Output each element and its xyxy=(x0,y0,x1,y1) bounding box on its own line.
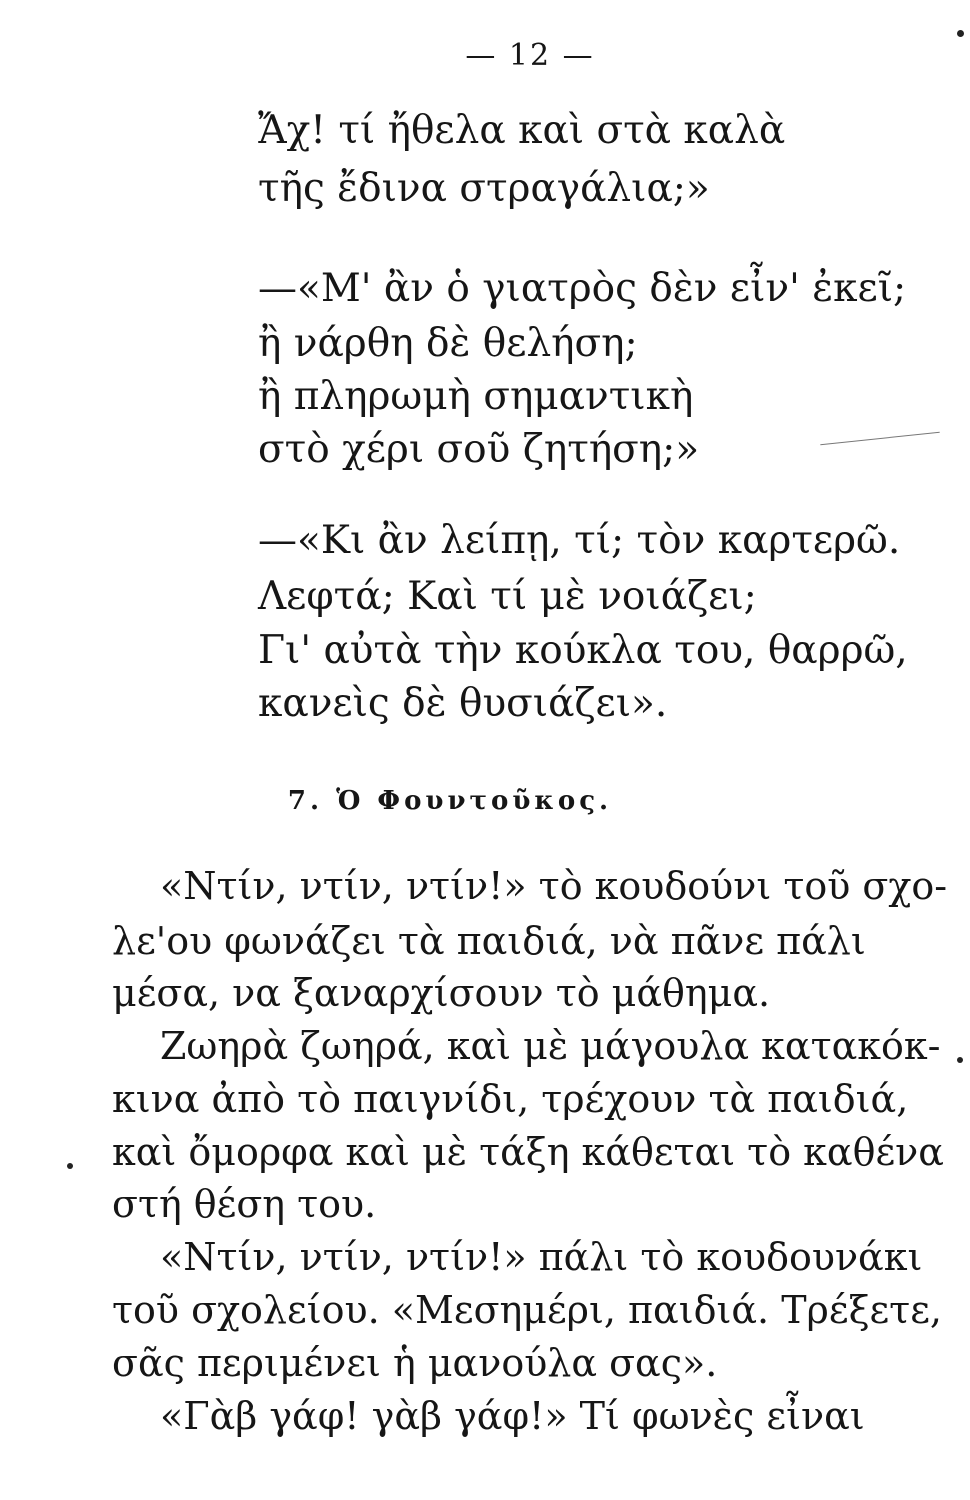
prose-line: κινα ἀπὸ τὸ παιγνίδι, τρέχουν τὰ παιδιά, xyxy=(112,1077,909,1121)
prose-line: Ζωηρὰ ζωηρά, καὶ μὲ μάγουλα κατακόκ- xyxy=(160,1024,941,1068)
prose-line: καὶ ὄμορφα καὶ μὲ τάξη κάθεται τὸ καθένα xyxy=(112,1130,944,1174)
prose-line: «Ντίν, ντίν, ντίν!» τὸ κουδούνι τοῦ σχο- xyxy=(160,864,948,908)
ink-speck xyxy=(957,30,964,37)
prose-line: σᾶς περιμένει ἡ μανούλα σας». xyxy=(112,1341,718,1385)
poem-line: ἢ πληρωμὴ σημαντικὴ xyxy=(258,374,694,419)
page-number: — 12 — xyxy=(465,38,595,73)
poem-line: —«Κι ἂν λείπῃ, τί; τὸν καρτερῶ. xyxy=(258,518,901,563)
prose-line: «Ντίν, ντίν, ντίν!» πάλι τὸ κουδουνάκι xyxy=(160,1235,923,1279)
prose-line: τοῦ σχολείου. «Μεσημέρι, παιδιά. Τρέξετε, xyxy=(112,1288,942,1332)
ink-speck xyxy=(957,1057,963,1063)
prose-line: λε'ου φωνάζει τὰ παιδιά, νὰ πᾶνε πάλι xyxy=(112,919,866,963)
poem-line: —«Μ' ἂν ὁ γιατρὸς δὲν εἶν' ἐκεῖ; xyxy=(258,266,907,311)
prose-line: στή θέση του. xyxy=(112,1182,377,1226)
poem-line: Γι' αὐτὰ τὴν κούκλα του, θαρρῶ, xyxy=(258,628,908,673)
poem-line: ἢ νάρθη δὲ θελήση; xyxy=(258,321,638,366)
poem-line: στὸ χέρι σοῦ ζητήση;» xyxy=(258,427,700,472)
ink-speck xyxy=(67,1163,73,1169)
poem-line: Λεφτά; Καὶ τί μὲ νοιάζει; xyxy=(258,574,757,619)
prose-line: μέσα, να ξαναρχίσουν τὸ μάθημα. xyxy=(112,971,771,1015)
prose-line: «Γὰβ γάφ! γὰβ γάφ!» Τί φωνὲς εἶναι xyxy=(160,1394,865,1438)
poem-line: Ἄχ! τί ἤθελα καὶ στὰ καλὰ xyxy=(258,108,786,153)
poem-line: τῆς ἔδινα στραγάλια;» xyxy=(258,166,710,211)
poem-line: κανεὶς δὲ θυσιάζει». xyxy=(258,681,668,726)
section-title: 7. Ὁ Φουντοῦκος. xyxy=(287,786,613,816)
pencil-stroke xyxy=(820,432,939,446)
